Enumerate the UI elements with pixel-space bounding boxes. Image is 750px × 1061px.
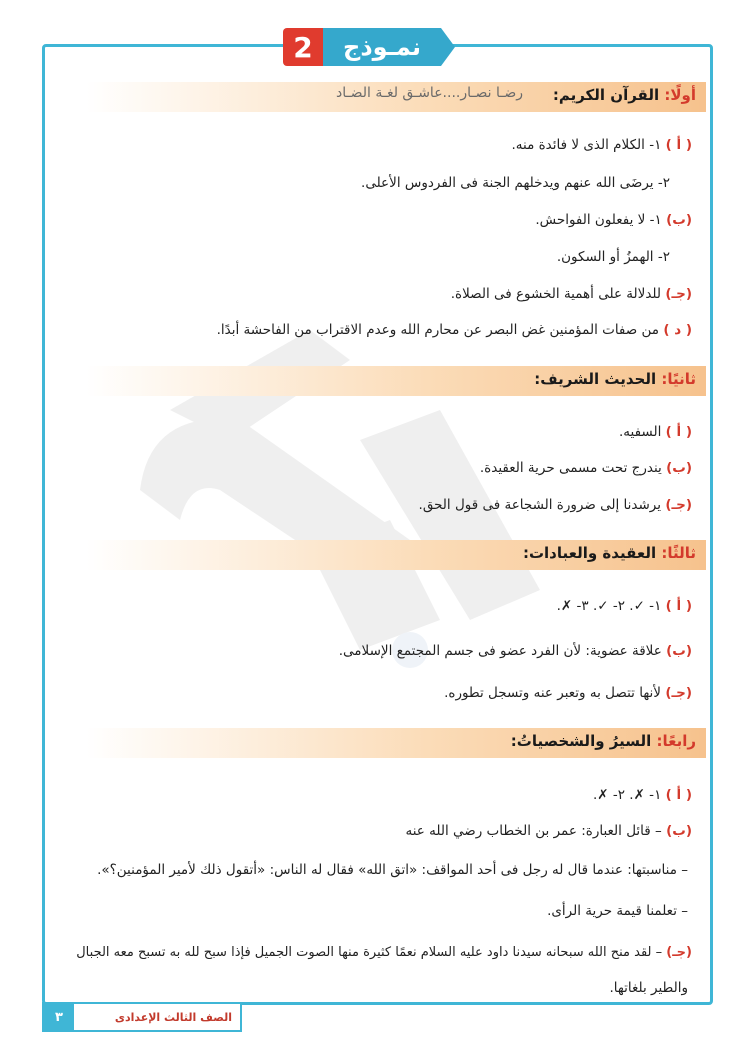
grade-label: الصف الثالث الإعدادى: [114, 1010, 232, 1024]
answer-line: (ب) يندرج تحت مسمى حرية العقيدة.: [479, 460, 692, 476]
section-header-aqeeda: [86, 540, 706, 570]
answer-line: (جـ) لأنها تتصل به وتعبر عنه وتسجل تطوره.: [444, 685, 692, 701]
section-ordinal: أولًا:: [664, 86, 696, 104]
section-header-hadith: [86, 366, 706, 396]
model-word: نمـوذج: [323, 28, 441, 66]
answer-line: (جـ) يرشدنا إلى ضرورة الشجاعة فى قول الحق.: [418, 497, 692, 513]
section-title: [553, 86, 696, 104]
page-number: ٣: [44, 1004, 74, 1030]
answer-line: ( أ ) السفيه.: [618, 424, 692, 440]
answer-line: ( أ ) ١- ✓. ٢- ✓. ٣- ✗.: [556, 598, 692, 614]
section-name: القرآن الكريم:: [552, 86, 660, 104]
badge-arrow-shape: [441, 28, 455, 66]
section-name: العقيدة والعبادات:: [522, 544, 657, 562]
author-line: رضـا نصـار....عاشـق لغـة الضـاد: [336, 85, 523, 101]
answer-line: والطير بلغاتها.: [609, 980, 688, 996]
answer-line: ( أ ) ١- الكلام الذى لا فائدة منه.: [511, 137, 692, 153]
model-number: 2: [283, 28, 323, 66]
section-name: الحديث الشريف:: [534, 370, 657, 388]
answer-line: ( د ) من صفات المؤمنين غض البصر عن محارم الله وعدم الاقتراب من الفاحشة أبدًا.: [216, 322, 692, 338]
section-title: [511, 732, 696, 750]
section-ordinal: ثالثًا:: [661, 544, 696, 562]
section-title: [523, 544, 696, 562]
answer-line: – مناسبتها: عندما قال له رجل فى أحد المواقف: «اتق الله» فقال له الناس: «أتقول ذلك لأمير المؤمنين؟».: [97, 862, 688, 878]
section-title: [534, 370, 696, 388]
answer-line: (ب) علاقة عضوية: لأن الفرد عضو فى جسم المجتمع الإسلامى.: [338, 643, 692, 659]
model-badge: [283, 28, 455, 66]
section-name: السيرُ والشخصياتُ:: [510, 732, 652, 750]
answer-line: (جـ) – لقد منح الله سبحانه سيدنا داود عليه السلام نعمًا كثيرة منها الصوت الجميل فإذا سبح لله به تسبح معه الجبال: [76, 945, 692, 960]
answer-line: ٢- الهمزُ أو السكون.: [556, 249, 670, 265]
answer-line: ( أ ) ١- ✗. ٢- ✗.: [592, 787, 692, 803]
section-ordinal: رابعًا:: [656, 732, 696, 750]
answer-line: (جـ) للدلالة على أهمية الخشوع فى الصلاة.: [450, 286, 692, 302]
section-header-quran: [86, 82, 706, 112]
section-ordinal: ثانيًا:: [661, 370, 696, 388]
answer-line: (ب) – قائل العبارة: عمر بن الخطاب رضي الله عنه: [405, 823, 692, 839]
section-header-seerah: [86, 728, 706, 758]
page-footer: [42, 1002, 242, 1032]
answer-line: ٢- يرضَى الله عنهم ويدخلهم الجنة فى الفردوس الأعلى.: [361, 175, 670, 191]
answer-line: – تعلمنا قيمة حرية الرأى.: [547, 903, 688, 919]
answer-line: (ب) ١- لا يفعلون الفواحش.: [535, 212, 692, 228]
